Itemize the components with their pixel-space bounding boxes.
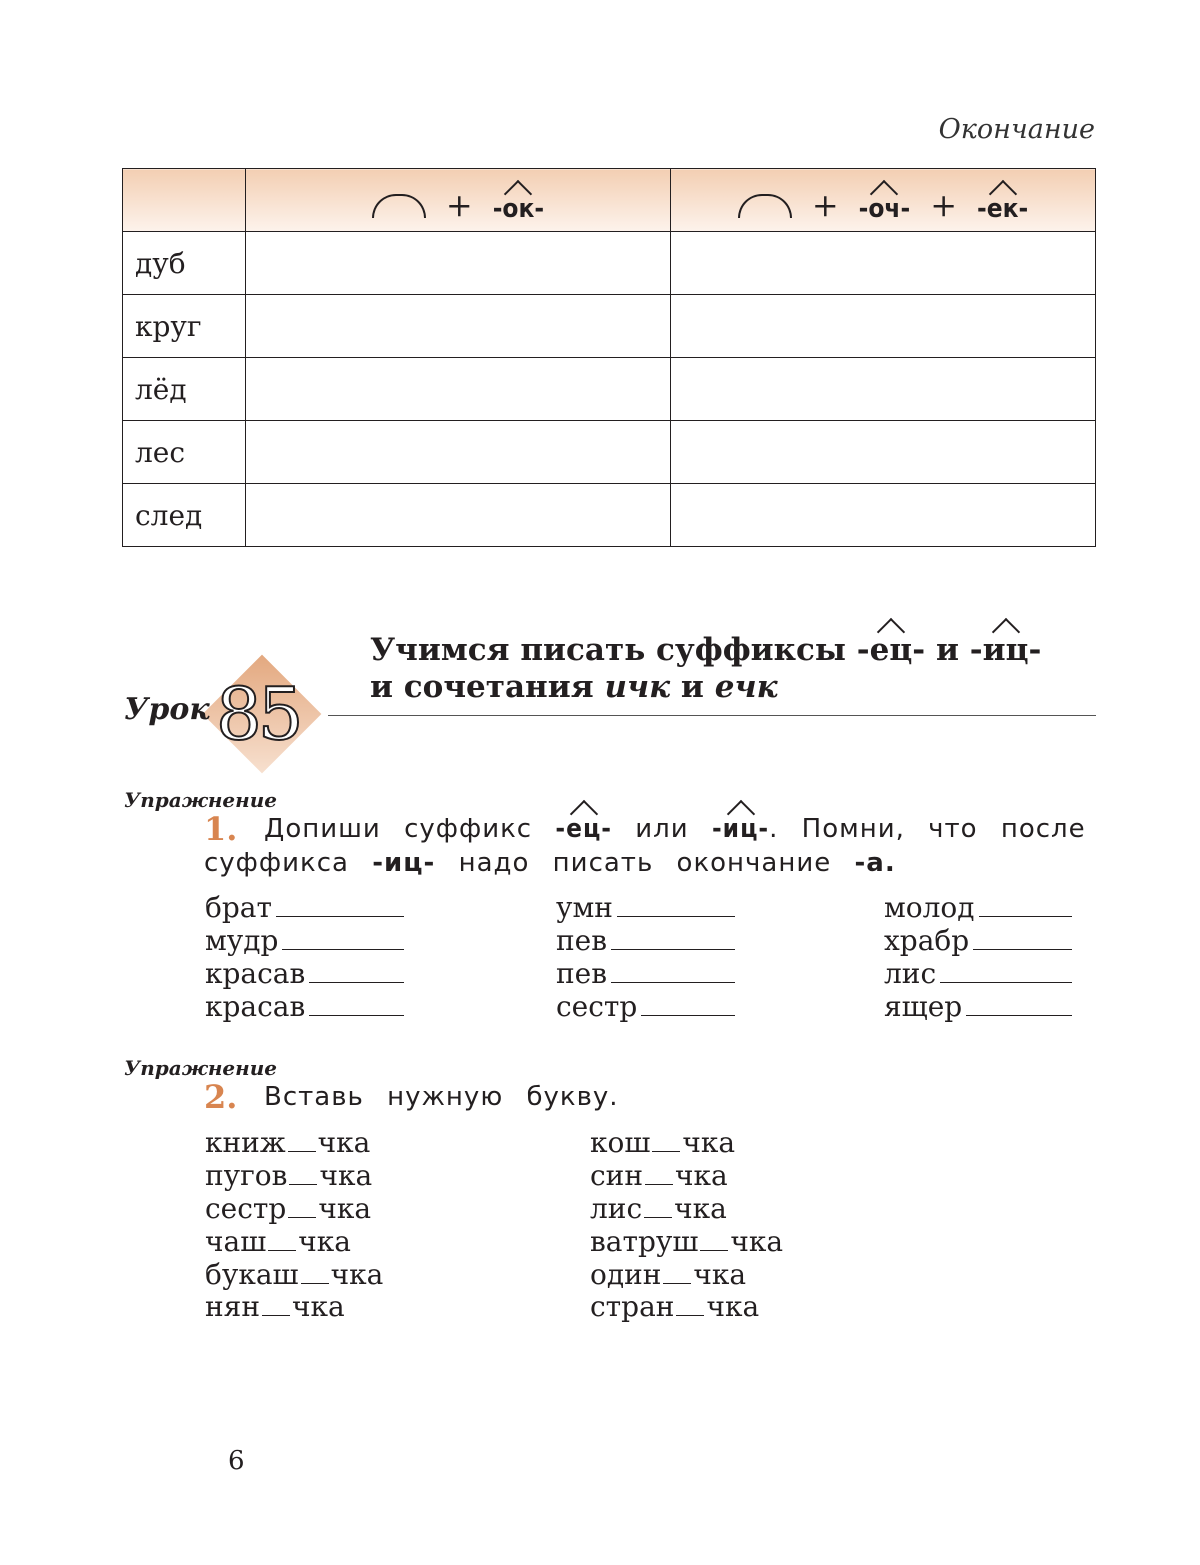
instr-text: или [635, 814, 689, 844]
word-end: чка [730, 1225, 784, 1258]
root-arc-icon [738, 194, 792, 218]
letter-blank[interactable] [262, 1315, 290, 1316]
word-start: чаш [205, 1225, 267, 1258]
word-stem: красав [205, 957, 306, 990]
word-end: чка [674, 1192, 727, 1225]
answer-cell[interactable] [671, 358, 1096, 421]
answer-line[interactable] [282, 927, 404, 950]
exercise1-instruction-line2 [204, 848, 896, 878]
answer-cell[interactable] [671, 295, 1096, 358]
title-ichk: ичк [604, 669, 671, 705]
table-row [123, 358, 1096, 421]
word-with-missing-letter [590, 1159, 728, 1192]
word-stem: красав [205, 990, 306, 1023]
word-end: чка [319, 1159, 373, 1192]
word-with-blank [205, 990, 404, 1023]
plus-sign: + [811, 186, 839, 224]
word-with-missing-letter [205, 1290, 345, 1323]
suffix-ic: -иц- [969, 632, 1042, 668]
row-word: лес [123, 421, 246, 484]
word-with-blank [884, 924, 1072, 957]
word-with-missing-letter [205, 1126, 370, 1159]
word-stem: лис [884, 957, 937, 990]
exercise2-instruction: Вставь нужную букву. [264, 1082, 619, 1112]
header-empty-cell [123, 169, 246, 232]
answer-line[interactable] [611, 927, 735, 950]
exercise1-instruction-line1 [264, 814, 1096, 844]
word-start: ватруш [590, 1225, 699, 1258]
word-stem: молод [884, 891, 975, 924]
word-stem: пев [556, 924, 607, 957]
letter-blank[interactable] [700, 1250, 728, 1251]
page-number: 6 [228, 1446, 245, 1476]
suffix-ic: -иц- [711, 814, 770, 844]
title-text: и сочетания [370, 669, 594, 705]
word-stem: пев [556, 957, 607, 990]
word-with-missing-letter [590, 1225, 783, 1258]
word-end: чка [292, 1290, 345, 1323]
word-with-missing-letter [590, 1126, 735, 1159]
answer-line[interactable] [979, 894, 1072, 917]
suffix-ic: -иц- [372, 848, 436, 878]
word-start: лис [590, 1192, 643, 1225]
answer-line[interactable] [309, 960, 404, 983]
instr-text: . Помни, что после [769, 814, 1086, 844]
answer-cell[interactable] [671, 484, 1096, 547]
plus-sign: + [445, 186, 473, 224]
lesson-word: Урок [124, 692, 210, 727]
answer-cell[interactable] [671, 232, 1096, 295]
word-stem: брат [205, 891, 272, 924]
word-with-blank [884, 990, 1072, 1023]
word-end: чка [330, 1258, 384, 1291]
word-start: нян [205, 1290, 260, 1323]
running-head: Окончание [938, 114, 1095, 145]
header-och-ek [671, 169, 1096, 232]
exercise-number: 1. [204, 810, 238, 848]
word-with-missing-letter [590, 1290, 759, 1323]
answer-line[interactable] [276, 894, 404, 917]
word-end: чка [693, 1258, 747, 1291]
word-with-missing-letter [205, 1159, 372, 1192]
letter-blank[interactable] [288, 1217, 316, 1218]
lesson-number: 85 [216, 672, 300, 756]
word-with-blank [556, 891, 735, 924]
row-word: круг [123, 295, 246, 358]
answer-line[interactable] [309, 993, 404, 1016]
word-with-missing-letter [590, 1192, 727, 1225]
letter-blank[interactable] [652, 1151, 680, 1152]
word-stem: ящер [884, 990, 963, 1023]
ending-a: -а. [854, 848, 896, 878]
word-stem: сестр [556, 990, 638, 1023]
row-word: след [123, 484, 246, 547]
word-with-blank [205, 891, 404, 924]
letter-blank[interactable] [268, 1250, 296, 1251]
table-row [123, 295, 1096, 358]
word-with-blank [556, 990, 735, 1023]
word-with-blank [205, 924, 404, 957]
word-stem: умн [556, 891, 613, 924]
letter-blank[interactable] [676, 1315, 704, 1316]
word-with-missing-letter [590, 1258, 746, 1291]
suffix-och: -оч- [858, 194, 911, 224]
word-with-missing-letter [205, 1192, 371, 1225]
letter-blank[interactable] [645, 1184, 673, 1185]
exercise-label: Упражнение [124, 1056, 277, 1080]
letter-blank[interactable] [644, 1217, 672, 1218]
exercise-number: 2. [204, 1078, 238, 1116]
root-arc-icon [372, 194, 426, 218]
word-end: чка [318, 1192, 372, 1225]
word-with-blank [884, 891, 1072, 924]
answer-line[interactable] [973, 927, 1072, 950]
word-stem: мудр [205, 924, 279, 957]
title-divider [328, 715, 1096, 716]
table-row [123, 421, 1096, 484]
word-start: сестр [205, 1192, 287, 1225]
answer-cell[interactable] [246, 295, 671, 358]
word-with-missing-letter [205, 1225, 351, 1258]
word-with-blank [205, 957, 404, 990]
table-row [123, 484, 1096, 547]
word-with-blank [884, 957, 1072, 990]
letter-blank[interactable] [301, 1283, 329, 1284]
answer-cell[interactable] [671, 421, 1096, 484]
word-with-blank [556, 957, 735, 990]
row-word: дуб [123, 232, 246, 295]
answer-line[interactable] [611, 960, 735, 983]
answer-cell[interactable] [246, 232, 671, 295]
answer-line[interactable] [617, 894, 735, 917]
suffix-ec: -ец- [856, 632, 926, 668]
suffix-table [122, 168, 1096, 547]
word-end: чка [675, 1159, 728, 1192]
table-header-row [123, 169, 1096, 232]
word-start: один [590, 1258, 662, 1291]
word-start: стран [590, 1290, 675, 1323]
suffix-ok: -ок- [492, 194, 545, 224]
word-end: чка [298, 1225, 351, 1258]
instr-text: Допиши суффикс [264, 814, 533, 844]
answer-cell[interactable] [246, 358, 671, 421]
word-end: чка [682, 1126, 736, 1159]
header-ok [246, 169, 671, 232]
title-text: Учимся писать суффиксы [370, 632, 846, 668]
word-with-missing-letter [205, 1258, 383, 1291]
answer-line[interactable] [641, 993, 735, 1016]
instr-text: суффикса [204, 848, 349, 878]
word-with-blank [556, 924, 735, 957]
word-start: кош [590, 1126, 651, 1159]
table-row [123, 232, 1096, 295]
word-start: пугов [205, 1159, 288, 1192]
row-word: лёд [123, 358, 246, 421]
letter-blank[interactable] [663, 1283, 691, 1284]
word-start: син [590, 1159, 644, 1192]
letter-blank[interactable] [289, 1184, 317, 1185]
answer-line[interactable] [940, 960, 1072, 983]
title-text: и [680, 669, 704, 705]
plus-sign: + [930, 186, 957, 224]
word-stem: храбр [884, 924, 970, 957]
word-end: чка [706, 1290, 760, 1323]
exercise-label: Упражнение [124, 788, 277, 812]
word-end: чка [317, 1126, 371, 1159]
answer-cell[interactable] [246, 421, 671, 484]
title-echk: ечк [714, 669, 778, 705]
answer-cell[interactable] [246, 484, 671, 547]
instr-text: надо писать окончание [458, 848, 832, 878]
suffix-ec: -ец- [555, 814, 613, 844]
lesson-title [370, 632, 1041, 706]
suffix-ek: -ек- [977, 194, 1029, 224]
word-start: букаш [205, 1258, 299, 1291]
answer-line[interactable] [966, 993, 1072, 1016]
word-start: книж [205, 1126, 286, 1159]
title-text: и [935, 632, 959, 668]
letter-blank[interactable] [288, 1151, 316, 1152]
